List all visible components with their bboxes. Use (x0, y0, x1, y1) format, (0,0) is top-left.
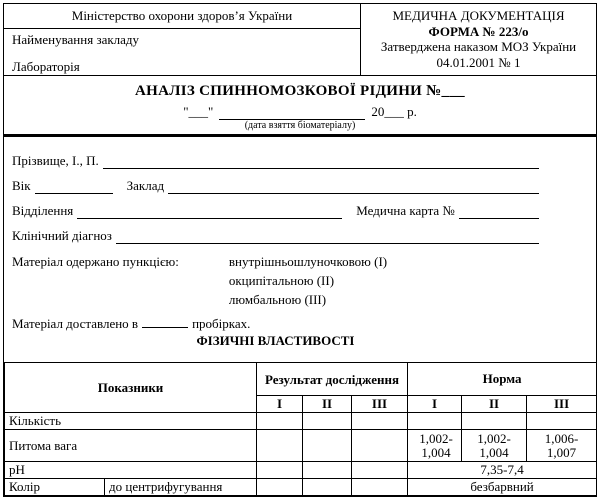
puncture-label: Матеріал одержано пункцією: (12, 254, 179, 269)
norm-cell (408, 413, 462, 430)
approval-date: 04.01.2001 № 1 (436, 54, 521, 70)
norm-value: 1,002-1,004 (477, 430, 511, 460)
result-cell (303, 413, 352, 430)
name-label: Прізвище, І., П. (12, 153, 99, 168)
delivered-text-after: пробірках. (192, 316, 251, 331)
result-cell (303, 479, 352, 496)
norm-merged-cell: безбарвний (408, 479, 597, 496)
diagnosis-label: Клінічний діагноз (12, 228, 112, 243)
approval-text: Затверджена наказом МОЗ України (380, 39, 577, 54)
table-row-quantity (5, 413, 597, 430)
result-cell (352, 462, 408, 479)
table-header-row (5, 363, 597, 396)
norm-subcol-3: ІІІ (527, 396, 597, 413)
laboratory-label: Лабораторія (12, 59, 80, 74)
department-card-row (12, 202, 539, 219)
result-cell (352, 479, 408, 496)
institution-block (4, 4, 361, 75)
institution-name-label: Найменування закладу (12, 32, 140, 47)
row-label-cell: Колір (5, 479, 105, 496)
card-number-label: Медична карта № (356, 203, 455, 218)
norm-value: 1,002-1,004 (419, 430, 453, 460)
form-number: ФОРМА № 223/о (428, 23, 529, 39)
puncture-option-lumbar: люмбальною (ІІІ) (228, 292, 327, 307)
row-sublabel-cell: до центрифугування (105, 479, 257, 496)
norm-cell (462, 430, 527, 462)
facility-fill-line (168, 179, 539, 194)
doc-caption: МЕДИЧНА ДОКУМЕНТАЦІЯ (392, 8, 565, 23)
puncture-section (12, 252, 539, 309)
age-facility-row (12, 177, 539, 194)
physical-properties-table (4, 362, 597, 496)
indicators-header-cell: Показники (5, 363, 257, 413)
form-title: АНАЛІЗ СПИННОМОЗКОВОЇ РІДИНИ №___ (135, 83, 465, 99)
result-cell (352, 430, 408, 462)
ministry-title: Міністерство охорони здоров’я України (4, 4, 360, 29)
row-label-cell: pH (5, 462, 257, 479)
form-border (3, 3, 597, 497)
norm-subcol-1: І (408, 396, 462, 413)
result-cell (303, 430, 352, 462)
title-section (4, 76, 596, 137)
result-header-cell: Результат дослідження (257, 363, 408, 396)
date-year-blank: 20___ р. (371, 104, 417, 119)
norm-merged-cell: 7,35-7,4 (408, 462, 597, 479)
puncture-option-occipital: окципітальною (ІІ) (228, 273, 335, 288)
diagnosis-row (12, 227, 539, 244)
name-field-row (12, 152, 539, 169)
facility-label: Заклад (126, 178, 165, 193)
result-cell (257, 413, 303, 430)
result-subcol-2: ІІ (303, 396, 352, 413)
table-row-ph (5, 462, 597, 479)
date-blank-line (219, 105, 365, 120)
delivered-fill-line (142, 314, 188, 328)
form-info-block (361, 4, 596, 75)
date-caption: (дата взяття біоматеріалу) (244, 120, 356, 131)
institution-body (4, 29, 360, 74)
row-label-cell: Питома вага (5, 430, 257, 462)
section-title-physical-properties: ФІЗИЧНІ ВЛАСТИВОСТІ (196, 333, 355, 348)
table-row-color (5, 479, 597, 496)
delivered-line (12, 314, 539, 331)
age-fill-line (35, 179, 113, 194)
name-fill-line (103, 154, 539, 169)
puncture-options (229, 252, 387, 309)
row-label-cell: Кількість (5, 413, 257, 430)
norm-value: 1,006-1,007 (544, 430, 579, 460)
age-label: Вік (12, 178, 31, 193)
result-cell (352, 413, 408, 430)
table-row-specific-gravity (5, 430, 597, 462)
card-number-fill-line (459, 204, 539, 219)
form-header (4, 4, 596, 76)
norm-cell (527, 413, 597, 430)
norm-cell (462, 413, 527, 430)
department-label: Відділення (12, 203, 74, 218)
norm-cell (408, 430, 462, 462)
result-cell (257, 430, 303, 462)
date-day-blank: "___" (183, 104, 214, 119)
department-fill-line (77, 204, 342, 219)
norm-header-cell: Норма (408, 363, 597, 396)
date-line (4, 103, 596, 120)
result-subcol-3: ІІІ (352, 396, 408, 413)
norm-subcol-2: ІІ (462, 396, 527, 413)
result-cell (257, 462, 303, 479)
delivered-text-before: Матеріал доставлено в (12, 316, 139, 331)
puncture-option-intraventricular: внутрішньошлуночковою (І) (228, 254, 388, 269)
result-subcol-1: І (257, 396, 303, 413)
diagnosis-fill-line (116, 229, 539, 244)
result-cell (257, 479, 303, 496)
result-cell (303, 462, 352, 479)
patient-section (4, 137, 596, 362)
norm-cell (527, 430, 597, 462)
